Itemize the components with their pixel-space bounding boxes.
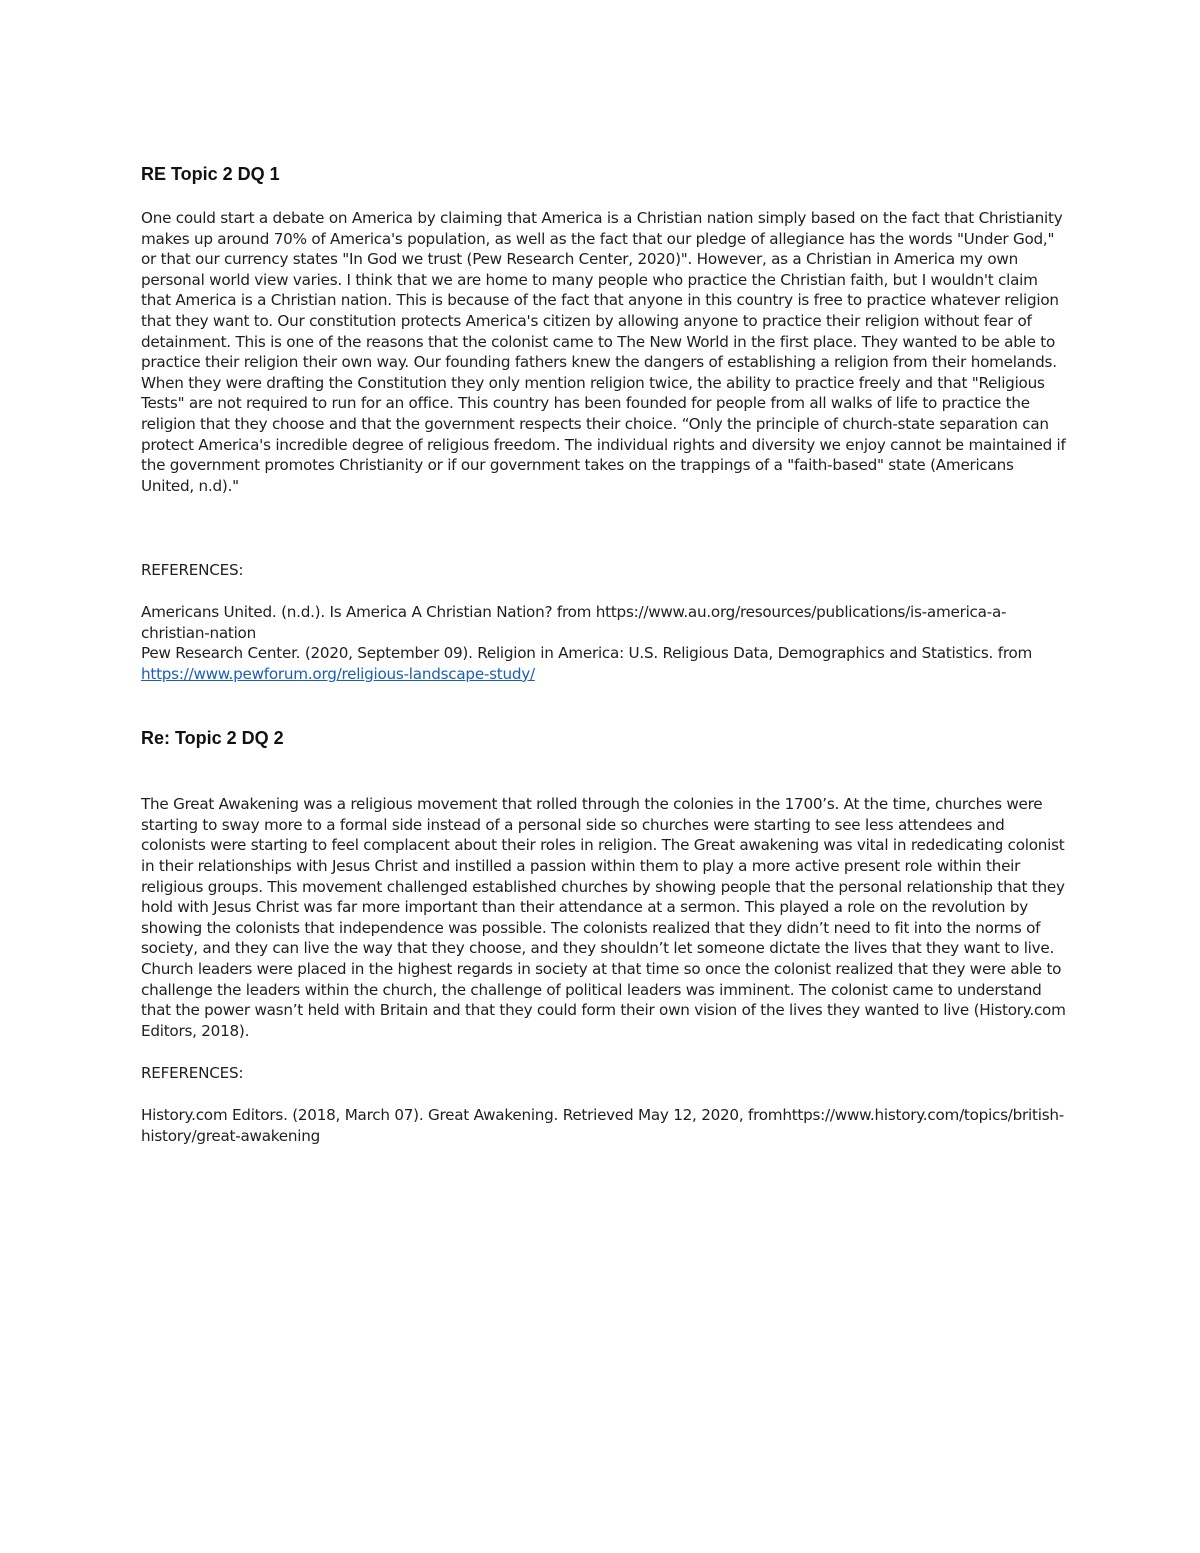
section2-reference-history: History.com Editors. (2018, March 07). Great Awakening. Retrieved May 12, 2020, fromhttps://www.history.com/topics/british-history/great-awakening bbox=[141, 1106, 1064, 1145]
section1-title: RE Topic 2 DQ 1 bbox=[141, 164, 280, 184]
section1-reference-americans-united: Americans United. (n.d.). Is America A Christian Nation? from https://www.au.org/resources/publications/is-america-a-christian-nation bbox=[141, 602, 1007, 642]
section1-body: One could start a debate on America by claiming that America is a Christian nation simply based on the fact that Christianity makes up around 70% of America's population, as well as the fact that our pledge of allegiance has the words "Under God," or that our currency states "In God we trust (Pew Research Center, 2020)". However, as a Christian in America my own personal world view varies. I think that we are home to many people who practice the Christian faith, but I wouldn't claim that America is a Christian nation. This is because of the fact that anyone in this country is free to practice whatever religion that they want to. Our constitution protects America's citizen by allowing anyone to practice their religion without fear of detainment. This is one of the reasons that the colonist came to The New World in the first place. They wanted to be able to practice their religion their own way. Our founding fathers knew the dangers of establishing a religion from their homelands. When they were drafting the Constitution they only mention religion twice, the ability to practice freely and that "Religious Tests" are not required to run for an office. This country has been founded for people from all walks of life to practice the religion that they choose and that the government respects their choice. “Only the principle of church-state separation can protect America's incredible degree of religious freedom. The individual rights and diversity we enjoy cannot be maintained if the government promotes Christianity or if our government takes on the trappings of a "faith-based" state (Americans United, n.d)." bbox=[141, 209, 1066, 495]
section1-reference-pew bbox=[141, 643, 1071, 684]
section1-references-label: REFERENCES: bbox=[141, 561, 244, 580]
section2-references-label: REFERENCES: bbox=[141, 1064, 244, 1083]
section2-title: Re: Topic 2 DQ 2 bbox=[141, 728, 284, 749]
section2-body: The Great Awakening was a religious movement that rolled through the colonies in the 1700’s. At the time, churches were starting to sway more to a formal side instead of a personal side so churches were starting to see less attendees and colonists were starting to feel complacent about their roles in religion. The Great awakening was vital in rededicating colonist in their relationships with Jesus Christ and instilled a passion within them to play a more active present role within their religious groups. This movement challenged established churches by showing people that the personal relationship that they hold with Jesus Christ was far more important than their attendance at a sermon. This played a role on the revolution by showing the colonists that independence was possible. The colonists realized that they didn’t need to fit into the norms of society, and they can live the way that they choose, and they shouldn’t let someone dictate the lives that they want to live. Church leaders were placed in the highest regards in society at that time so once the colonist realized that they were able to challenge the leaders within the church, the challenge of political leaders was imminent. The colonist came to understand that the power wasn’t held with Britain and that they could form their own vision of the lives they wanted to live (History.com Editors, 2018). bbox=[141, 795, 1066, 1040]
pewforum-link[interactable]: https://www.pewforum.org/religious-landscape-study/ bbox=[141, 664, 535, 683]
section1-reference-pew-text: Pew Research Center. (2020, September 09). Religion in America: U.S. Religious Data, Demographics and Statistics. from bbox=[141, 644, 1033, 663]
document-page bbox=[141, 160, 1071, 1146]
